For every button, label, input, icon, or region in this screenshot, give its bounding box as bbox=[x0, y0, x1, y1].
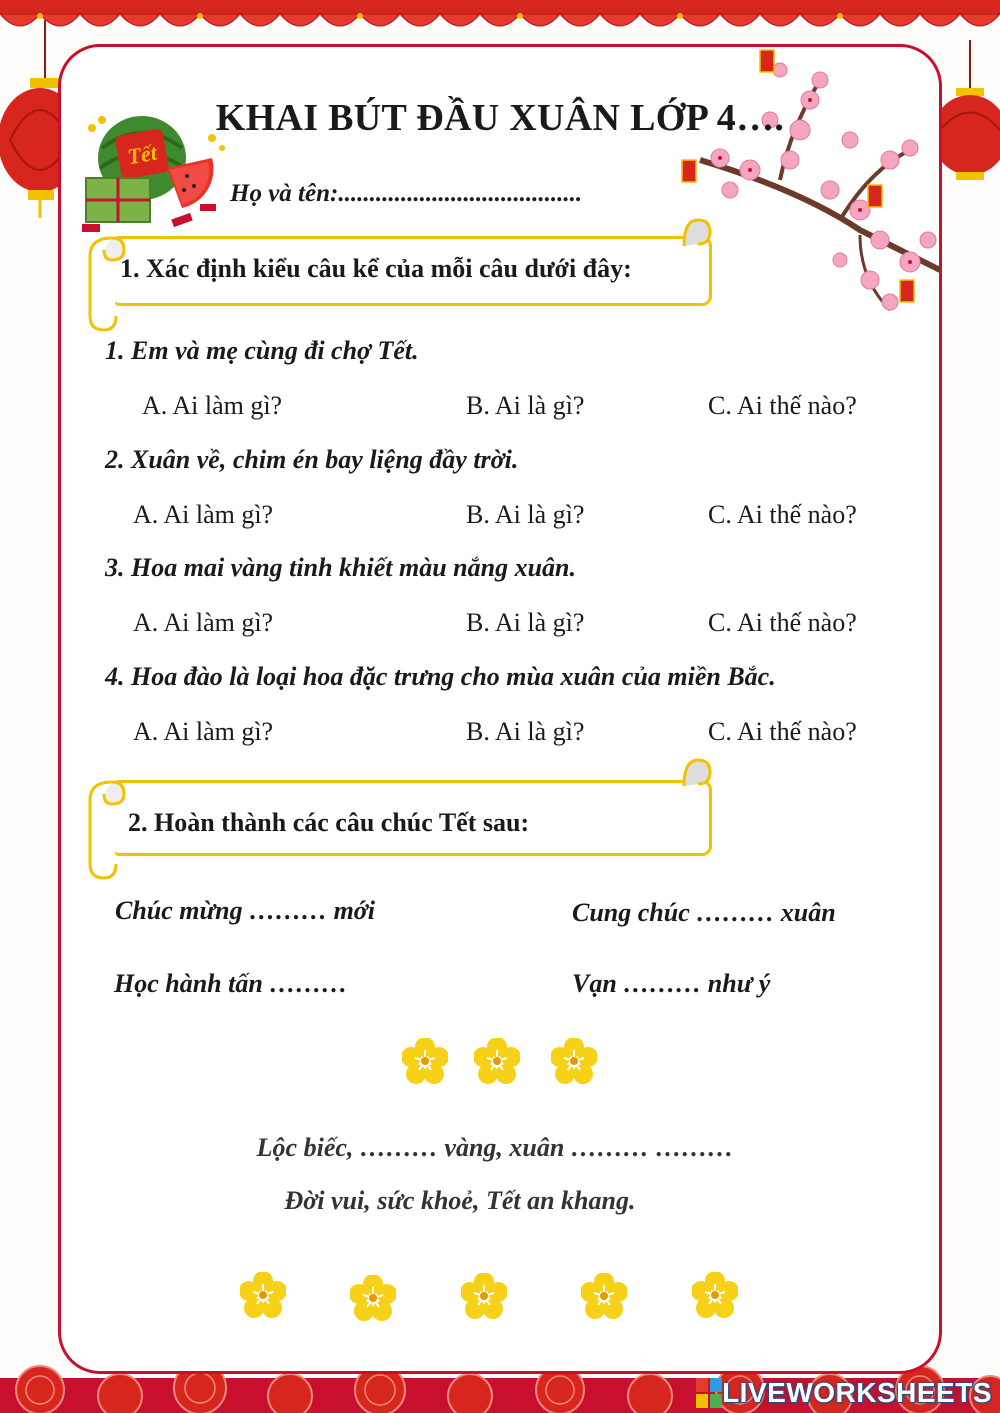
apricot-flower-icon bbox=[692, 1272, 738, 1318]
wish-3-input[interactable]: Học hành tấn ……… bbox=[114, 969, 348, 998]
q3-option-c[interactable]: C. Ai thế nào? bbox=[708, 608, 857, 637]
apricot-flower-icon bbox=[551, 1038, 597, 1084]
q4-option-c[interactable]: C. Ai thế nào? bbox=[708, 717, 857, 746]
apricot-flower-icon bbox=[402, 1038, 448, 1084]
q2-option-c[interactable]: C. Ai thế nào? bbox=[708, 500, 857, 529]
section2-heading: 2. Hoàn thành các câu chúc Tết sau: bbox=[128, 808, 530, 837]
top-lantern-banner bbox=[0, 0, 1000, 40]
question-4-text: 4. Hoa đào là loại hoa đặc trưng cho mùa xuân của miền Bắc. bbox=[105, 662, 776, 691]
apricot-flower-icon bbox=[240, 1272, 286, 1318]
question-1-text: 1. Em và mẹ cùng đi chợ Tết. bbox=[105, 336, 419, 365]
section1-heading: 1. Xác định kiểu câu kể của mỗi câu dưới đây: bbox=[120, 254, 632, 283]
poem-line-1[interactable]: Lộc biếc, ……… vàng, xuân ……… ……… bbox=[256, 1133, 734, 1162]
q1-option-b[interactable]: B. Ai là gì? bbox=[466, 391, 585, 420]
q4-option-a[interactable]: A. Ai làm gì? bbox=[133, 717, 274, 746]
wish-1-input[interactable]: Chúc mừng ……… mới bbox=[115, 896, 375, 925]
q4-option-b[interactable]: B. Ai là gì? bbox=[466, 717, 585, 746]
q1-option-a[interactable]: A. Ai làm gì? bbox=[142, 391, 283, 420]
apricot-flower-icon bbox=[581, 1273, 627, 1319]
q3-option-b[interactable]: B. Ai là gì? bbox=[466, 608, 585, 637]
poem-line-2: Đời vui, sức khoẻ, Tết an khang. bbox=[284, 1186, 636, 1215]
apricot-flower-icon bbox=[350, 1275, 396, 1321]
liveworksheets-logo-icon bbox=[696, 1378, 722, 1408]
scroll-curl-icon bbox=[86, 780, 126, 880]
question-3-text: 3. Hoa mai vàng tinh khiết màu nắng xuân. bbox=[105, 553, 577, 582]
wish-2-input[interactable]: Cung chúc ……… xuân bbox=[572, 898, 836, 927]
q2-option-a[interactable]: A. Ai làm gì? bbox=[133, 500, 274, 529]
wish-4-input[interactable]: Vạn ……… như ý bbox=[572, 969, 771, 998]
scroll-curl-icon bbox=[680, 756, 712, 792]
question-2-text: 2. Xuân về, chim én bay liệng đầy trời. bbox=[105, 445, 519, 474]
student-name-field[interactable]: Họ và tên:....................................... bbox=[230, 180, 583, 207]
scroll-curl-icon bbox=[86, 236, 126, 332]
q2-option-b[interactable]: B. Ai là gì? bbox=[466, 500, 585, 529]
scroll-curl-icon bbox=[680, 216, 712, 252]
q1-option-c[interactable]: C. Ai thế nào? bbox=[708, 391, 857, 420]
q3-option-a[interactable]: A. Ai làm gì? bbox=[133, 608, 274, 637]
apricot-flower-icon bbox=[461, 1273, 507, 1319]
worksheet-title: KHAI BÚT ĐẦU XUÂN LỚP 4…. bbox=[215, 97, 785, 139]
tet-badge-text: Tết bbox=[125, 139, 159, 170]
liveworksheets-watermark: LIVEWORKSHEETS bbox=[722, 1377, 992, 1408]
apricot-flower-icon bbox=[474, 1038, 520, 1084]
